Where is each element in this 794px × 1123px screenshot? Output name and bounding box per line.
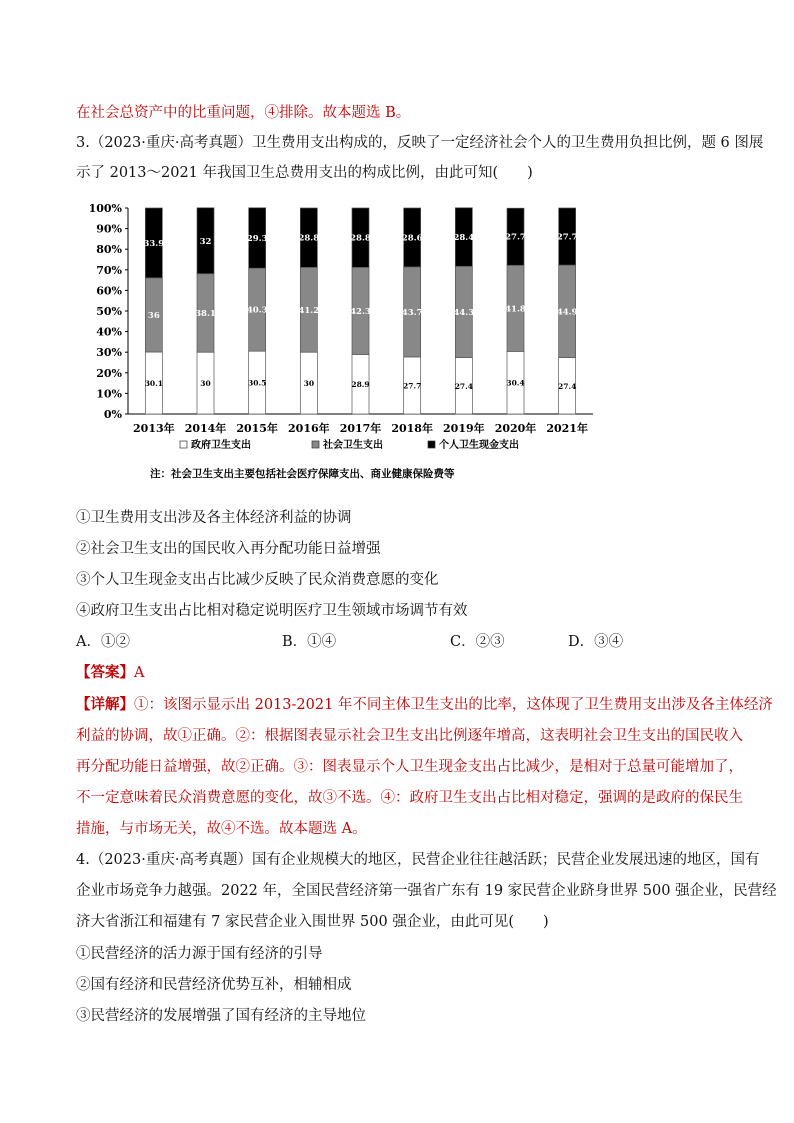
legend-swatch [180, 441, 187, 448]
detail-line-5: 措施，与市场无关，故④不选。故本题选 A。 [76, 821, 367, 837]
data-label: 27.7 [505, 232, 526, 243]
data-label: 28.8 [298, 233, 320, 244]
y-tick-label: 30% [96, 346, 122, 360]
stacked-bar-chart-svg [88, 196, 598, 486]
answer-tag: 【答案】 [76, 664, 134, 681]
q3-stem-line1: 3.（2023·重庆·高考真题）卫生费用支出构成的，反映了一定经济社会个人的卫生费用负担比例，题 6 图展 [76, 135, 764, 151]
legend-label: 政府卫生支出 [191, 440, 251, 451]
data-label: 30 [303, 379, 315, 389]
legend-label: 个人卫生现金支出 [439, 440, 519, 451]
y-tick-label: 60% [96, 284, 122, 298]
y-tick-label: 70% [96, 263, 122, 277]
q3-option-2: ②社会卫生支出的国民收入再分配功能日益增强 [76, 541, 381, 557]
y-tick-label: 90% [96, 222, 122, 236]
detail-tag: 【详解】 [76, 696, 134, 713]
data-label: 41.2 [298, 305, 320, 316]
x-tick-label: 2014年 [184, 422, 227, 435]
y-tick-label: 20% [96, 366, 122, 380]
data-label: 27.7 [556, 232, 578, 243]
q3-option-3: ③个人卫生现金支出占比减少反映了民众消费意愿的变化 [76, 572, 439, 588]
data-label: 30.4 [506, 378, 525, 388]
q4-option-3: ③民营经济的发展增强了国有经济的主导地位 [76, 1008, 366, 1024]
data-label: 42.3 [350, 306, 371, 317]
data-label: 27.7 [403, 381, 422, 391]
data-label: 27.4 [454, 381, 473, 391]
detail-line-1 [76, 695, 773, 715]
x-tick-label: 2020年 [494, 422, 537, 435]
detail-line-3: 再分配功能日益增强，故②正确。③：图表显示个人卫生现金支出占比减少，是相对于总量可能增加了， [76, 759, 743, 775]
q4-stem-line1: 4.（2023·重庆·高考真题）国有企业规模大的地区，民营企业往往越活跃；民营企业发展迅速的地区，国有 [76, 852, 760, 868]
q4-stem-line2: 企业市场竞争力越强。2022 年，全国民营经济第一强省广东有 19 家民营企业跻身世界 500 强企业，民营经 [76, 883, 777, 899]
legend-label: 社会卫生支出 [323, 440, 383, 451]
data-label: 30 [200, 379, 211, 389]
data-label: 36 [147, 310, 160, 321]
previous-answer-tail: 在社会总资产中的比重问题，④排除。故本题选 B。 [76, 105, 411, 121]
choice-d: D．③④ [568, 634, 624, 650]
data-label: 28.6 [401, 233, 423, 244]
y-tick-label: 50% [96, 305, 122, 318]
data-label: 29.3 [246, 233, 268, 244]
q3-option-1: ①卫生费用支出涉及各主体经济利益的协调 [76, 510, 352, 526]
data-label: 38.1 [195, 308, 216, 319]
chart-note: 注：社会卫生支出主要包括社会医疗保障支出、商业健康保险费等 [150, 468, 455, 480]
y-tick-label: 100% [88, 202, 122, 215]
data-label: 44.3 [453, 307, 475, 318]
detail-line-4: 不一定意味着民众消费意愿的变化，故③不选。④：政府卫生支出占比相对稳定，强调的是政府的保民生 [76, 790, 743, 806]
q3-stem-line2: 示了 2013～2021 年我国卫生总费用支出的构成比例，由此可知( ) [76, 165, 533, 181]
data-label: 28.8 [350, 233, 371, 244]
data-label: 43.7 [401, 307, 423, 318]
legend-swatch [428, 441, 435, 448]
answer-value: A [134, 665, 145, 681]
detail-line-2: 利益的协调，故①正确。②：根据图表显示社会卫生支出比例逐年增高，这表明社会卫生支出的国民收入 [76, 728, 743, 744]
data-label: 28.4 [453, 233, 475, 244]
choice-b: B．①④ [282, 634, 337, 650]
x-tick-label: 2015年 [236, 422, 278, 435]
x-tick-label: 2016年 [288, 422, 330, 435]
health-expenditure-chart [88, 196, 598, 486]
data-label: 33.9 [143, 238, 165, 249]
x-tick-label: 2013年 [133, 422, 175, 435]
choice-a: A．①② [76, 634, 130, 650]
choice-c: C．②③ [450, 634, 505, 650]
y-tick-label: 0% [103, 408, 122, 421]
answer-line [76, 663, 144, 683]
data-label: 41.8 [505, 304, 526, 315]
x-tick-label: 2018年 [391, 422, 433, 435]
data-label: 28.9 [351, 380, 370, 390]
data-label: 32 [199, 236, 212, 247]
q3-option-4: ④政府卫生支出占比相对稳定说明医疗卫生领域市场调节有效 [76, 603, 468, 619]
data-label: 30.5 [248, 378, 267, 388]
data-label: 27.4 [558, 381, 577, 391]
q4-option-1: ①民营经济的活力源于国有经济的引导 [76, 946, 323, 962]
y-tick-label: 40% [96, 325, 122, 339]
data-label: 44.9 [556, 307, 578, 318]
data-label: 40.3 [246, 305, 268, 316]
legend-swatch [312, 441, 319, 448]
x-tick-label: 2019年 [443, 422, 485, 435]
detail-text-1: ①：该图示显示出 2013-2021 年不同主体卫生支出的比率，这体现了卫生费用支出涉及各主体经济 [134, 697, 773, 713]
data-label: 30.1 [144, 378, 163, 388]
x-tick-label: 2017年 [339, 422, 382, 435]
y-tick-label: 80% [96, 243, 122, 257]
q4-option-2: ②国有经济和民营经济优势互补，相辅相成 [76, 977, 352, 993]
x-tick-label: 2021年 [546, 422, 588, 435]
q4-stem-line3: 济大省浙江和福建有 7 家民营企业入围世界 500 强企业，由此可见( ) [76, 914, 549, 930]
y-tick-label: 10% [96, 387, 122, 401]
